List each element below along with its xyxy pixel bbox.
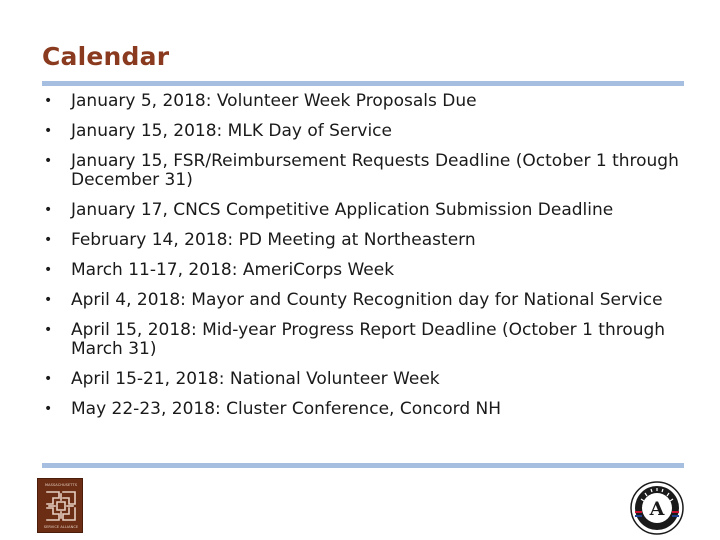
bullet-icon: • [44,262,53,278]
bullet-icon: • [44,292,53,308]
bullet-icon: • [44,371,53,387]
mass-service-alliance-logo [37,478,83,533]
calendar-item [42,92,682,111]
calendar-item-text: February 14, 2018: PD Meeting at Northeastern [71,230,476,250]
slide-title: Calendar [42,42,170,71]
calendar-item-text: January 15, 2018: MLK Day of Service [71,121,392,141]
bullet-icon: • [44,123,53,139]
calendar-item [42,261,682,280]
bullet-icon: • [44,153,53,169]
calendar-item-text: January 17, CNCS Competitive Application Submission Deadline [71,200,614,220]
calendar-item [42,370,682,389]
bullet-icon: • [44,232,53,248]
calendar-item [42,321,682,359]
bullet-icon: • [44,401,53,417]
logo-top-text: MASSACHUSETTS [44,483,78,487]
calendar-item-text: January 15, FSR/Reimbursement Requests Deadline (October 1 through December 31) [71,151,679,190]
bullet-icon: • [44,202,53,218]
maze-emblem-icon [45,490,77,522]
calendar-item-text: April 4, 2018: Mayor and County Recognition day for National Service [71,290,663,310]
bullet-icon: • [44,93,53,109]
calendar-list [42,92,682,430]
calendar-item [42,291,682,310]
calendar-item-text: May 22-23, 2018: Cluster Conference, Concord NH [71,399,502,419]
americorps-letter: A [649,498,665,520]
logo-bottom-text: SERVICE ALLIANCE [43,525,79,529]
calendar-item [42,400,682,419]
calendar-item [42,231,682,250]
calendar-item [42,152,682,190]
calendar-item [42,122,682,141]
calendar-item [42,201,682,220]
bullet-icon: • [44,322,53,338]
calendar-item-text: April 15, 2018: Mid-year Progress Report Deadline (October 1 through March 31) [71,320,666,359]
footer-divider [42,463,684,468]
title-divider [42,81,684,86]
calendar-item-text: March 11-17, 2018: AmeriCorps Week [71,260,395,280]
calendar-item-text: April 15-21, 2018: National Volunteer Week [71,369,440,389]
americorps-logo [630,481,684,535]
calendar-item-text: January 5, 2018: Volunteer Week Proposals Due [71,91,477,111]
